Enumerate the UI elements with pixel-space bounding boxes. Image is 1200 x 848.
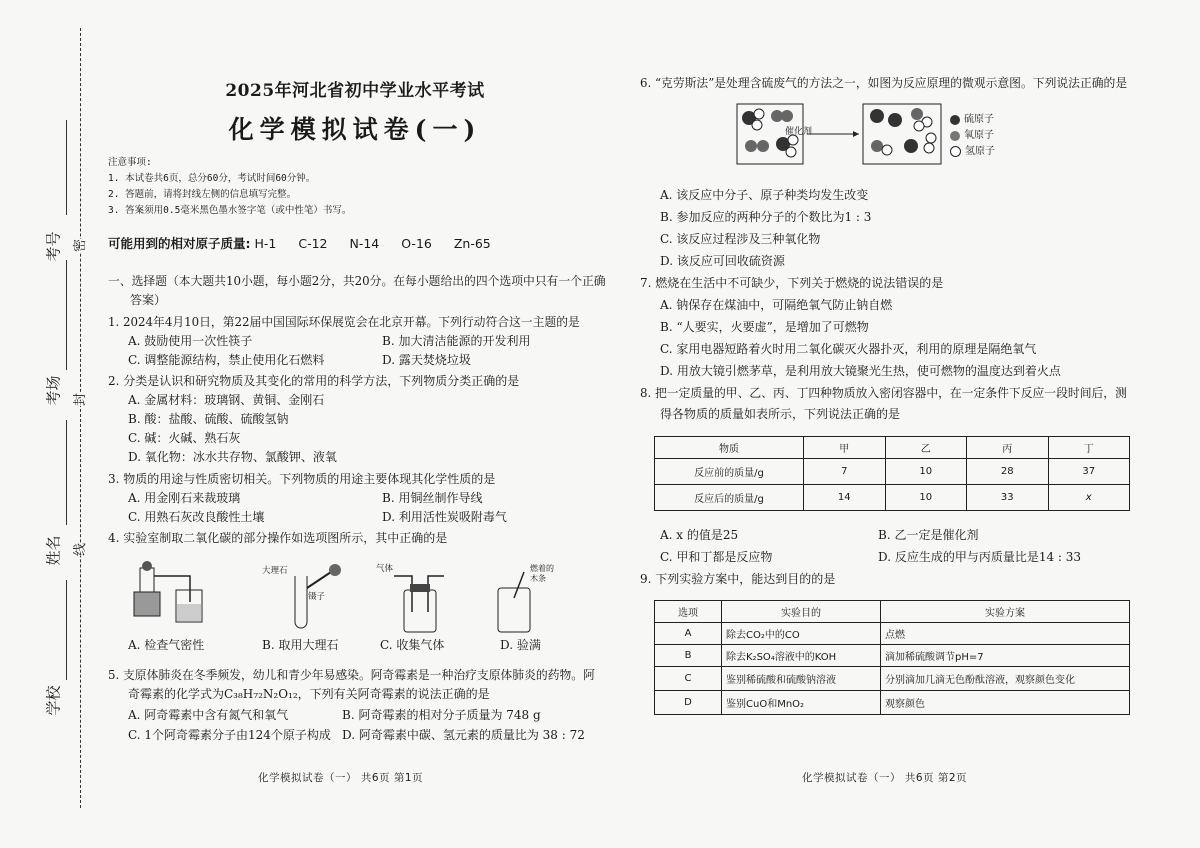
table-row [655, 667, 1130, 691]
q5-option-b: B. 阿奇霉素的相对分子质量为 748 g [342, 708, 541, 722]
atomic-masses-label: 可能用到的相对原子质量: [108, 236, 251, 251]
table-header-cell: 丙 [967, 437, 1049, 459]
q1-option-c: C. 调整能源结构，禁止使用化石燃料 [128, 353, 325, 367]
section-heading [108, 272, 608, 309]
q9-stem: 9. 下列实验方案中，能达到目的的是 [640, 572, 836, 586]
label-burning-stick: 燃着的木条 [530, 564, 554, 583]
atomic-mass: N-14 [349, 236, 380, 251]
q1-option-d: D. 露天焚烧垃圾 [382, 353, 471, 367]
q4-option-c: C. 收集气体 [380, 638, 445, 652]
q3-option-a: A. 用金刚石来裁玻璃 [128, 491, 241, 505]
q1-option-a: A. 鼓励使用一次性筷子 [128, 334, 253, 348]
table-header-cell: 实验方案 [881, 601, 1130, 623]
atom-legend [950, 112, 995, 160]
q7-option-b: B. “人要实，火要虚”，是增加了可燃物 [660, 320, 869, 334]
table-cell: 鉴别CuO和MnO₂ [722, 691, 881, 715]
hydrogen-atom-icon [950, 146, 961, 157]
table-header-row [655, 437, 1130, 459]
atomic-mass: H-1 [254, 236, 277, 251]
q8-mass-table [654, 436, 1130, 511]
binding-field-kaohao [66, 120, 67, 215]
table-cell: 分别滴加几滴无色酚酞溶液，观察颜色变化 [881, 667, 1130, 691]
binding-field-xingming [66, 420, 67, 525]
q8-option-b: B. 乙一定是催化剂 [878, 528, 979, 542]
atomic-mass: O-16 [401, 236, 432, 251]
q8-stem-line2: 得各物质的质量如表所示，下列说法正确的是 [660, 407, 901, 421]
q5-option-c: C. 1个阿奇霉素分子由124个原子构成 [128, 728, 331, 742]
table-cell: D [655, 691, 722, 715]
table-cell: 鉴别稀硫酸和硫酸钠溶液 [722, 667, 881, 691]
q6-stem: 6. “克劳斯法”是处理含硫废气的方法之一，如图为反应原理的微观示意图。下列说法正确的是 [640, 76, 1128, 90]
legend-item: 氧原子 [950, 128, 995, 144]
table-cell: B [655, 645, 722, 667]
table-header-cell: 选项 [655, 601, 722, 623]
q5-stem-line2: 奇霉素的化学式为C₃₈H₇₂N₂O₁₂，下列有关阿奇霉素的说法正确的是 [128, 687, 490, 701]
table-row [655, 645, 1130, 667]
binding-label-kaohao: 考号 [44, 231, 63, 262]
atomic-masses [108, 234, 491, 252]
q8-option-c: C. 甲和丁都是反应物 [660, 550, 773, 564]
table-header-cell: 甲 [804, 437, 886, 459]
legend-item: 硫原子 [950, 112, 995, 128]
q8-option-d: D. 反应生成的甲与丙质量比是14 : 33 [878, 550, 1082, 564]
q6-option-a: A. 该反应中分子、原子种类均发生改变 [660, 188, 869, 202]
table-row [655, 485, 1130, 511]
notes-block [108, 155, 351, 219]
oxygen-atom-icon [950, 131, 960, 141]
table-row [655, 623, 1130, 645]
atomic-mass: C-12 [298, 236, 328, 251]
q4-option-b: B. 取用大理石 [262, 638, 339, 652]
table-cell: 37 [1048, 459, 1130, 485]
q1-option-b: B. 加大清洁能源的开发利用 [382, 334, 531, 348]
q6-option-b: B. 参加反应的两种分子的个数比为1 : 3 [660, 210, 872, 224]
q2-option-b: B. 酸：盐酸、硫酸、硫酸氢钠 [128, 412, 289, 426]
table-header-cell: 丁 [1048, 437, 1130, 459]
q3-option-c: C. 用熟石灰改良酸性土壤 [128, 510, 265, 524]
q3-stem: 3. 物质的用途与性质密切相关。下列物质的用途主要体现其化学性质的是 [108, 472, 496, 486]
q3-option-b: B. 用铜丝制作导线 [382, 491, 483, 505]
note-item: 3. 答案须用0.5毫米黑色墨水签字笔（或中性笔）书写。 [108, 205, 352, 216]
q2-option-a: A. 金属材料：玻璃钢、黄铜、金刚石 [128, 393, 325, 407]
catalyst-label: 催化剂 [785, 127, 813, 137]
atomic-mass: Zn-65 [453, 236, 491, 251]
binding-mark-mi: 密 [69, 239, 88, 252]
table-cell: C [655, 667, 722, 691]
q7-option-d: D. 用放大镜引燃茅草，是利用放大镜聚光生热，使可燃物的温度达到着火点 [660, 364, 1061, 378]
paper-title: 化学模拟试卷(一) [228, 115, 482, 144]
table-cell: 33 [967, 485, 1049, 511]
q7-stem: 7. 燃烧在生活中不可缺少，下列关于燃烧的说法错误的是 [640, 276, 944, 290]
binding-field-xuexiao [66, 580, 67, 680]
q9-experiment-table [654, 600, 1130, 715]
q6-option-c: C. 该反应过程涉及三种氧化物 [660, 232, 821, 246]
q2-option-c: C. 碱：火碱、熟石灰 [128, 431, 241, 445]
binding-dashed-line [80, 28, 81, 808]
q4-option-a: A. 检查气密性 [128, 638, 205, 652]
table-cell: A [655, 623, 722, 645]
q7-option-a: A. 钠保存在煤油中，可隔绝氧气防止钠自燃 [660, 298, 893, 312]
table-cell: 观察颜色 [881, 691, 1130, 715]
binding-mark-feng: 封 [69, 393, 88, 406]
table-cell: 28 [967, 459, 1049, 485]
table-cell: x [1048, 485, 1130, 511]
table-header-row [655, 601, 1130, 623]
label-tweezers: 镊子 [308, 592, 326, 602]
section-heading-line: 答案） [130, 292, 167, 307]
q4-option-d: D. 验满 [500, 638, 541, 652]
table-cell: 滴加稀硫酸调节pH=7 [881, 645, 1130, 667]
binding-mark-xian: 线 [69, 543, 88, 556]
table-cell: 10 [885, 459, 967, 485]
q2-option-d: D. 氧化物：冰水共存物、氯酸钾、液氧 [128, 450, 337, 464]
q2-stem: 2. 分类是认识和研究物质及其变化的常用的科学方法，下列物质分类正确的是 [108, 374, 520, 388]
table-header-cell: 乙 [885, 437, 967, 459]
q1-stem: 1. 2024年4月10日，第22届中国国际环保展览会在北京开幕。下列行动符合这一主题的是 [108, 315, 580, 329]
note-item: 2. 答题前，请将封线左侧的信息填写完整。 [108, 189, 297, 200]
table-cell: 反应前的质量/g [655, 459, 804, 485]
table-cell: 10 [885, 485, 967, 511]
reaction-micro-diagram [735, 100, 945, 170]
binding-field-kaochang [66, 260, 67, 370]
table-cell: 14 [804, 485, 886, 511]
table-row [655, 459, 1130, 485]
legend-item: 氢原子 [950, 144, 995, 160]
page1-footer: 化学模拟试卷（一） 共6页 第1页 [258, 772, 424, 784]
q6-option-d: D. 该反应可回收硫资源 [660, 254, 785, 268]
exam-title: 2025年河北省初中学业水平考试 [225, 81, 485, 101]
section-heading-line: 一、选择题（本大题共10小题，每小题2分，共20分。在每小题给出的四个选项中只有一个正确 [108, 274, 606, 288]
gas-collection-figure [390, 572, 450, 634]
q8-option-a: A. x 的值是25 [660, 528, 739, 542]
q4-stem: 4. 实验室制取二氧化碳的部分操作如选项图所示，其中正确的是 [108, 531, 448, 545]
airtightness-check-figure [128, 558, 218, 628]
binding-label-kaochang: 考场 [44, 375, 63, 406]
table-cell: 反应后的质量/g [655, 485, 804, 511]
label-marble: 大理石 [262, 566, 288, 576]
notes-heading: 注意事项: [108, 157, 152, 168]
table-cell: 除去CO₂中的CO [722, 623, 881, 645]
note-item: 1. 本试卷共6页，总分60分，考试时间60分钟。 [108, 173, 316, 184]
q5-option-a: A. 阿奇霉素中含有氮气和氧气 [128, 708, 289, 722]
q3-option-d: D. 利用活性炭吸附毒气 [382, 510, 507, 524]
table-row [655, 691, 1130, 715]
binding-label-xuexiao: 学校 [44, 685, 63, 716]
table-header-cell: 实验目的 [722, 601, 881, 623]
q5-stem-line1: 5. 支原体肺炎在冬季频发，幼儿和青少年易感染。阿奇霉素是一种治疗支原体肺炎的药物。阿 [108, 668, 595, 682]
table-header-cell: 物质 [655, 437, 804, 459]
table-cell: 除去K₂SO₄溶液中的KOH [722, 645, 881, 667]
sulfur-atom-icon [950, 115, 960, 125]
page2-footer: 化学模拟试卷（一） 共6页 第2页 [802, 772, 968, 784]
q8-stem-line1: 8. 把一定质量的甲、乙、丙、丁四种物质放入密闭容器中，在一定条件下反应一段时间后，测 [640, 386, 1127, 400]
label-gas: 气体 [376, 564, 394, 574]
q7-option-c: C. 家用电器短路着火时用二氧化碳灭火器扑灭，利用的原理是隔绝氧气 [660, 342, 1037, 356]
table-cell: 点燃 [881, 623, 1130, 645]
q5-option-d: D. 阿奇霉素中碳、氢元素的质量比为 38 : 72 [342, 728, 585, 742]
table-cell: 7 [804, 459, 886, 485]
binding-label-xingming: 姓名 [44, 535, 63, 566]
